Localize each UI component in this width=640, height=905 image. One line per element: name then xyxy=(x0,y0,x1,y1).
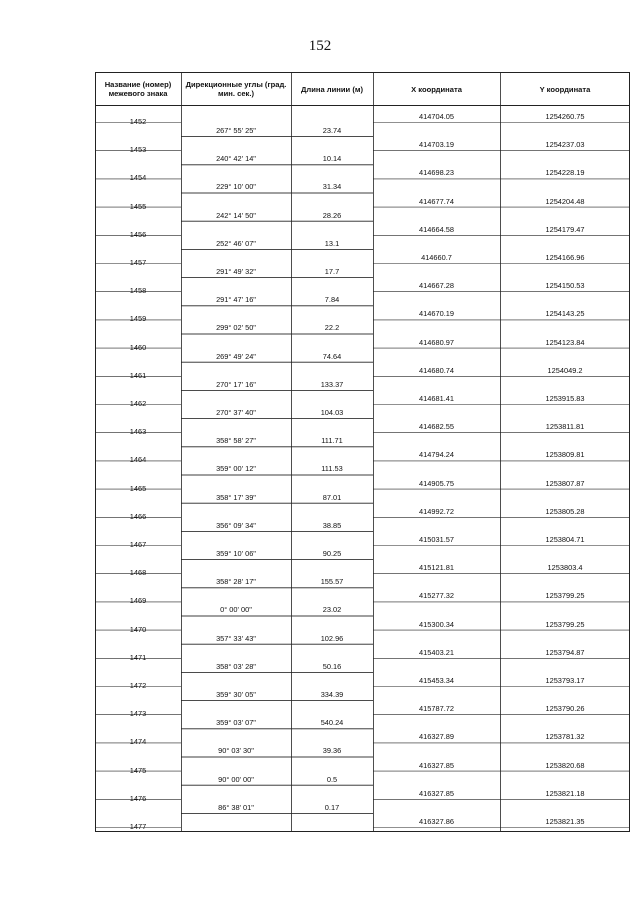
direction-angle: 358° 03' 28" xyxy=(216,661,256,671)
direction-angle: 359° 03' 07" xyxy=(216,718,256,728)
point-name: 1470 xyxy=(129,624,147,634)
direction-angle: 291° 47' 16" xyxy=(216,295,256,305)
line-length: 90.25 xyxy=(322,549,342,558)
header-y-coordinate: Y координата xyxy=(539,84,591,94)
direction-angle: 359° 10' 06" xyxy=(216,549,256,558)
x-coordinate: 414682.55 xyxy=(419,422,454,432)
y-coordinate: 1254166.96 xyxy=(545,253,585,262)
direction-angle: 90° 03' 30" xyxy=(218,746,254,756)
x-coordinate: 415031.57 xyxy=(419,535,454,544)
line-length: 111.53 xyxy=(321,464,343,474)
x-coordinate: 414680.74 xyxy=(419,365,454,375)
y-coordinate: 1253793.17 xyxy=(545,676,585,685)
point-name: 1468 xyxy=(129,568,147,578)
line-length: 74.64 xyxy=(322,351,342,361)
y-coordinate: 1253803.4 xyxy=(547,563,583,573)
x-coordinate: 415121.81 xyxy=(419,563,454,573)
direction-angle: 291° 49' 32" xyxy=(216,267,256,276)
line-length: 155.57 xyxy=(320,577,344,587)
line-length: 0.5 xyxy=(326,774,338,784)
point-name: 1459 xyxy=(129,314,147,324)
y-coordinate: 1254049.2 xyxy=(547,365,583,375)
direction-angle: 240° 42' 14" xyxy=(216,154,256,164)
y-coordinate: 1253794.87 xyxy=(545,647,585,657)
x-coordinate: 414992.72 xyxy=(419,506,454,516)
line-length: 540.24 xyxy=(320,718,344,728)
point-name: 1460 xyxy=(129,342,147,352)
direction-angle: 299° 02' 50" xyxy=(216,323,256,333)
direction-angle: 86° 38' 01" xyxy=(218,802,254,812)
direction-angle: 270° 17' 16" xyxy=(216,379,256,389)
direction-angle: 358° 17' 39" xyxy=(216,492,256,502)
y-coordinate: 1253915.83 xyxy=(545,394,585,403)
x-coordinate: 414681.41 xyxy=(419,394,454,403)
x-coordinate: 416327.86 xyxy=(419,817,454,826)
page-number: 152 xyxy=(308,38,332,54)
point-name: 1461 xyxy=(129,370,147,380)
boundary-points-table xyxy=(95,72,630,832)
x-coordinate: 414703.19 xyxy=(419,140,454,150)
direction-angle: 267° 55' 25" xyxy=(216,126,256,135)
y-coordinate: 1253821.35 xyxy=(545,817,585,826)
line-length: 22.2 xyxy=(324,323,340,333)
line-length: 39.36 xyxy=(322,746,342,756)
header-line-length: Длина линии (м) xyxy=(300,84,364,94)
point-name: 1464 xyxy=(129,455,147,465)
y-coordinate: 1254179.47 xyxy=(545,224,585,234)
header-direction-angle: Дирекционные углы (град. мин. сек.) xyxy=(185,80,287,98)
direction-angle: 359° 30' 05" xyxy=(216,690,256,699)
point-name: 1462 xyxy=(129,399,147,408)
direction-angle: 357° 33' 43" xyxy=(216,633,256,643)
y-coordinate: 1253821.18 xyxy=(545,788,585,798)
direction-angle: 90° 00' 00" xyxy=(218,774,254,784)
x-coordinate: 414664.58 xyxy=(419,224,454,234)
line-length: 50.16 xyxy=(322,661,342,671)
x-coordinate: 414667.28 xyxy=(419,281,454,291)
line-length: 104.03 xyxy=(320,408,344,417)
y-coordinate: 1254237.03 xyxy=(545,140,585,150)
line-length: 10.14 xyxy=(322,154,342,164)
direction-angle: 0° 00' 00" xyxy=(220,605,252,615)
direction-angle: 359° 00' 12" xyxy=(216,464,256,474)
direction-angle: 358° 58' 27" xyxy=(216,436,256,446)
y-coordinate: 1254150.53 xyxy=(545,281,585,291)
line-length: 13.1 xyxy=(324,238,340,248)
line-length: 102.96 xyxy=(320,633,344,643)
x-coordinate: 414704.05 xyxy=(419,112,454,121)
point-name: 1475 xyxy=(129,765,147,775)
y-coordinate: 1254143.25 xyxy=(545,309,585,319)
y-coordinate: 1253809.81 xyxy=(545,450,585,460)
point-name: 1458 xyxy=(129,286,147,296)
y-coordinate: 1253820.68 xyxy=(545,760,585,770)
x-coordinate: 415277.32 xyxy=(419,591,454,601)
line-length: 17.7 xyxy=(324,267,340,276)
line-length: 133.37 xyxy=(320,379,344,389)
direction-angle: 269° 49' 24" xyxy=(216,351,256,361)
x-coordinate: 414670.19 xyxy=(419,309,454,319)
y-coordinate: 1254204.48 xyxy=(545,196,585,206)
x-coordinate: 414905.75 xyxy=(419,478,454,488)
x-coordinate: 416327.85 xyxy=(419,760,454,770)
y-coordinate: 1253804.71 xyxy=(545,535,585,544)
point-name: 1469 xyxy=(129,596,147,606)
y-coordinate: 1253807.87 xyxy=(545,478,585,488)
y-coordinate: 1253805.28 xyxy=(545,506,585,516)
point-name: 1463 xyxy=(129,427,147,437)
y-coordinate: 1254260.75 xyxy=(545,112,585,121)
x-coordinate: 414680.97 xyxy=(419,337,454,347)
y-coordinate: 1254123.84 xyxy=(545,337,585,347)
line-length: 334.39 xyxy=(320,690,344,699)
direction-angle: 356° 09' 34" xyxy=(216,520,256,530)
x-coordinate: 416327.85 xyxy=(419,788,454,798)
point-name: 1474 xyxy=(129,737,147,747)
x-coordinate: 415453.34 xyxy=(419,676,454,685)
direction-angle: 252° 46' 07" xyxy=(216,238,256,248)
line-length: 38.85 xyxy=(322,520,342,530)
line-length: 31.34 xyxy=(322,182,342,192)
x-coordinate: 416327.89 xyxy=(419,732,454,742)
point-name: 1457 xyxy=(129,258,147,267)
point-name: 1477 xyxy=(129,822,147,831)
y-coordinate: 1253799.25 xyxy=(545,619,585,629)
y-coordinate: 1253799.25 xyxy=(545,591,585,601)
header-x-coordinate: X координата xyxy=(411,84,462,94)
point-name: 1472 xyxy=(129,681,147,690)
x-coordinate: 414660.7 xyxy=(421,253,452,262)
line-length: 23.74 xyxy=(322,126,342,135)
x-coordinate: 414794.24 xyxy=(419,450,454,460)
x-coordinate: 414698.23 xyxy=(419,168,454,178)
line-length: 111.71 xyxy=(321,436,343,446)
direction-angle: 358° 28' 17" xyxy=(216,577,256,587)
direction-angle: 270° 37' 40" xyxy=(216,408,256,417)
line-length: 87.01 xyxy=(322,492,342,502)
point-name: 1476 xyxy=(129,793,147,803)
y-coordinate: 1253781.32 xyxy=(545,732,585,742)
point-name: 1453 xyxy=(129,145,147,155)
line-length: 0.17 xyxy=(324,802,340,812)
point-name: 1456 xyxy=(129,229,147,239)
point-name: 1466 xyxy=(129,511,147,521)
y-coordinate: 1253790.26 xyxy=(545,704,585,714)
header-point-name: Название (номер) межевого знака xyxy=(104,80,172,98)
x-coordinate: 415403.21 xyxy=(419,647,454,657)
y-coordinate: 1253811.81 xyxy=(545,422,585,432)
point-name: 1471 xyxy=(129,652,147,662)
x-coordinate: 414677.74 xyxy=(419,196,454,206)
point-name: 1454 xyxy=(129,173,147,183)
line-length: 7.84 xyxy=(324,295,340,305)
direction-angle: 229° 10' 00" xyxy=(216,182,256,192)
y-coordinate: 1254228.19 xyxy=(545,168,585,178)
point-name: 1452 xyxy=(129,117,147,126)
point-name: 1467 xyxy=(129,540,147,549)
point-name: 1465 xyxy=(129,483,147,493)
line-length: 23.02 xyxy=(322,605,342,615)
point-name: 1473 xyxy=(129,709,147,719)
point-name: 1455 xyxy=(129,201,147,211)
direction-angle: 242° 14' 50" xyxy=(216,210,256,220)
line-length: 28.26 xyxy=(322,210,342,220)
x-coordinate: 415787.72 xyxy=(419,704,454,714)
x-coordinate: 415300.34 xyxy=(419,619,454,629)
